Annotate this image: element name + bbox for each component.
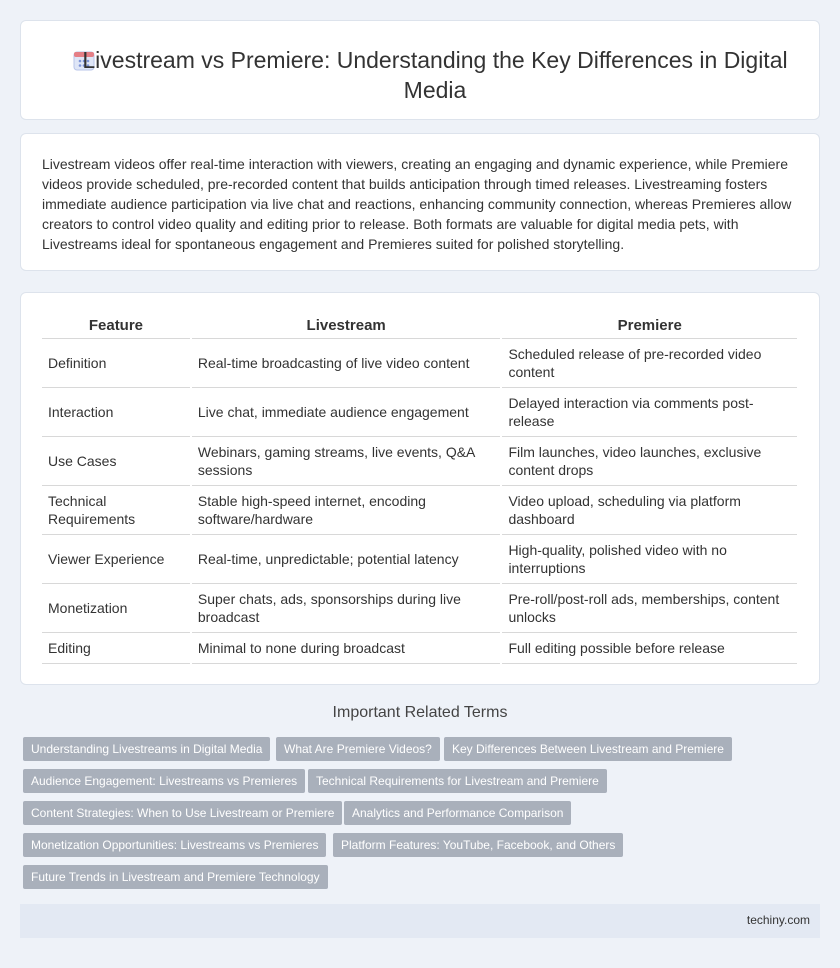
feature-cell: Use Cases [42, 436, 191, 485]
related-term-tag[interactable]: Audience Engagement: Livestreams vs Premieres [23, 769, 305, 793]
feature-cell: Editing [42, 632, 191, 663]
livestream-cell: Real-time, unpredictable; potential latency [191, 534, 502, 583]
livestream-cell: Live chat, immediate audience engagement [191, 387, 502, 436]
table-row [42, 534, 798, 583]
table-row [42, 485, 798, 534]
table-header-row [42, 314, 798, 338]
page-title: Livestream vs Premiere: Understanding the Key Differences in Digital Media [82, 47, 788, 103]
related-term-tag[interactable]: Analytics and Performance Comparison [344, 801, 571, 825]
comparison-table [42, 314, 799, 664]
intro-card [20, 133, 820, 271]
intro-paragraph: Livestream videos offer real-time interaction with viewers, creating an engaging and dynamic experience, while Premiere videos provide scheduled, pre-recorded content that builds anticipation through timed releases. Livestreaming fosters immediate audience participation via live chat and reactions, enhancing community connection, whereas Premieres allow creators to control video quality and editing prior to release. Both formats are valuable for digital media pets, with Livestreams ideal for spontaneous engagement and Premieres suited for polished storytelling. [42, 156, 792, 252]
livestream-cell: Super chats, ads, sponsorships during live broadcast [191, 583, 502, 632]
related-term-tag[interactable]: Understanding Livestreams in Digital Media [23, 737, 270, 761]
header-feature: Feature [42, 314, 191, 338]
table-row [42, 338, 798, 387]
related-terms-heading: Important Related Terms [332, 704, 508, 721]
feature-cell: Viewer Experience [42, 534, 191, 583]
table-row [42, 436, 798, 485]
feature-cell: Interaction [42, 387, 191, 436]
premiere-cell: Scheduled release of pre-recorded video content [501, 338, 798, 387]
table-row [42, 632, 798, 663]
related-term-tag[interactable]: Monetization Opportunities: Livestreams vs Premieres [23, 833, 326, 857]
livestream-cell: Minimal to none during broadcast [191, 632, 502, 663]
header-premiere: Premiere [501, 314, 798, 338]
premiere-cell: Film launches, video launches, exclusive content drops [501, 436, 798, 485]
related-term-tag[interactable]: What Are Premiere Videos? [276, 737, 440, 761]
related-term-tag[interactable]: Key Differences Between Livestream and Premiere [444, 737, 732, 761]
related-term-tag[interactable]: Content Strategies: When to Use Livestream or Premiere [23, 801, 342, 825]
livestream-cell: Stable high-speed internet, encoding software/hardware [191, 485, 502, 534]
footer-site-link[interactable]: techiny.com [746, 913, 810, 927]
livestream-cell: Real-time broadcasting of live video content [191, 338, 502, 387]
premiere-cell: Pre-roll/post-roll ads, memberships, content unlocks [501, 583, 798, 632]
premiere-cell: Delayed interaction via comments post-release [501, 387, 798, 436]
header-livestream: Livestream [191, 314, 502, 338]
footer [20, 904, 820, 938]
feature-cell: Technical Requirements [42, 485, 191, 534]
feature-cell: Definition [42, 338, 191, 387]
table-row [42, 387, 798, 436]
premiere-cell: High-quality, polished video with no interruptions [501, 534, 798, 583]
title-card [20, 20, 820, 120]
premiere-cell: Full editing possible before release [501, 632, 798, 663]
livestream-cell: Webinars, gaming streams, live events, Q&A sessions [191, 436, 502, 485]
related-term-tag[interactable]: Technical Requirements for Livestream and Premiere [308, 769, 607, 793]
related-term-tag[interactable]: Future Trends in Livestream and Premiere Technology [23, 865, 328, 889]
table-row [42, 583, 798, 632]
related-term-tag[interactable]: Platform Features: YouTube, Facebook, and Others [333, 833, 623, 857]
comparison-card [20, 292, 820, 685]
feature-cell: Monetization [42, 583, 191, 632]
premiere-cell: Video upload, scheduling via platform dashboard [501, 485, 798, 534]
